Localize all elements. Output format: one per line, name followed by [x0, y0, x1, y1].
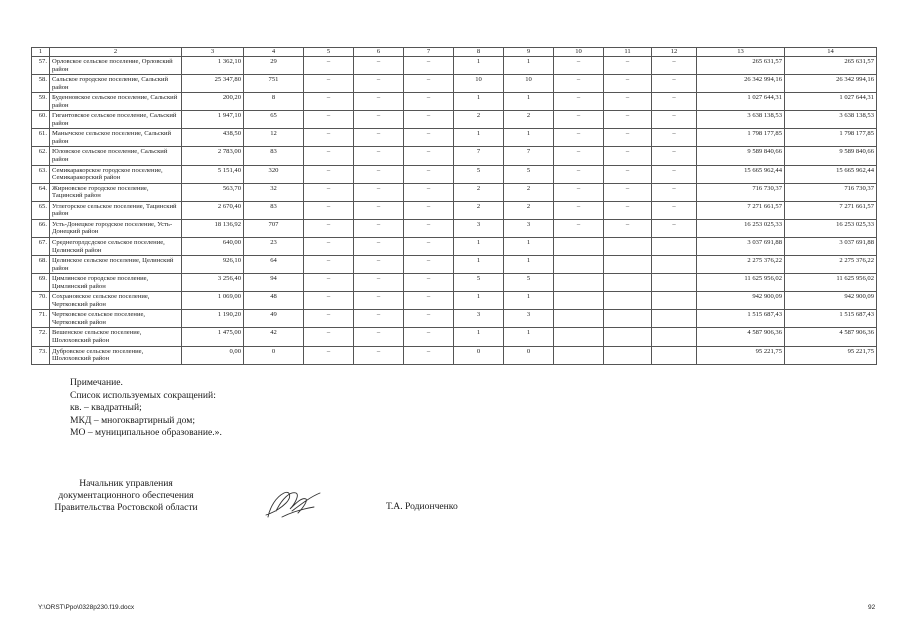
table-cell: 751 [244, 75, 304, 93]
table-cell: – [404, 346, 454, 364]
table-cell: – [404, 93, 454, 111]
table-cell: – [554, 147, 604, 165]
table-cell: – [404, 237, 454, 255]
table-cell: 7 271 661,57 [785, 201, 877, 219]
table-cell: 10 [454, 75, 504, 93]
table-cell [652, 256, 697, 274]
table-cell: 26 342 994,16 [697, 75, 785, 93]
table-cell: – [304, 201, 354, 219]
footer-file-path: Y:\ORST\Ppo\0328p230.f19.docx [38, 604, 135, 611]
table-cell: – [404, 201, 454, 219]
table-cell: – [554, 219, 604, 237]
column-header: 2 [50, 48, 182, 57]
table-cell: – [354, 237, 404, 255]
table-cell: – [554, 57, 604, 75]
table-cell: 3 638 138,53 [785, 111, 877, 129]
table-cell: 2 [454, 201, 504, 219]
table-cell: 12 [244, 129, 304, 147]
table-cell: – [652, 183, 697, 201]
table-cell: 320 [244, 165, 304, 183]
table-cell: – [554, 165, 604, 183]
row-number-cell: 68. [32, 256, 50, 274]
table-cell: 0 [244, 346, 304, 364]
table-cell: 7 [454, 147, 504, 165]
table-cell: 83 [244, 147, 304, 165]
table-row [32, 75, 877, 93]
table-cell: 95 221,75 [785, 346, 877, 364]
note-intro: Список используемых сокращений: [70, 389, 216, 401]
table-cell: 1 [504, 292, 554, 310]
row-number-cell: 65. [32, 201, 50, 219]
table-cell: – [554, 201, 604, 219]
table-cell: – [652, 111, 697, 129]
column-header: 9 [504, 48, 554, 57]
table-row [32, 219, 877, 237]
table-cell: 2 275 376,22 [785, 256, 877, 274]
table-cell: – [554, 75, 604, 93]
table-cell: 942 900,09 [697, 292, 785, 310]
table-cell: 29 [244, 57, 304, 75]
table-row [32, 310, 877, 328]
table-cell: – [304, 165, 354, 183]
table-cell: – [354, 147, 404, 165]
table-cell: – [354, 310, 404, 328]
row-number-cell: 71. [32, 310, 50, 328]
table-cell [604, 346, 652, 364]
table-cell: 2 [454, 111, 504, 129]
table-cell: – [354, 201, 404, 219]
municipality-name-cell: Сохрановское сельское поселение, Чертковский район [50, 292, 182, 310]
column-header: 8 [454, 48, 504, 57]
table-cell: – [304, 57, 354, 75]
table-cell: 1 798 177,85 [697, 129, 785, 147]
table-cell: 3 [454, 219, 504, 237]
table-cell [604, 292, 652, 310]
table-cell: 1 [454, 292, 504, 310]
signatory-title-line: документационного обеспечения [58, 490, 194, 502]
column-header: 11 [604, 48, 652, 57]
table-cell: 15 665 962,44 [785, 165, 877, 183]
table-cell: – [554, 93, 604, 111]
column-header: 13 [697, 48, 785, 57]
table-cell: 26 342 994,16 [785, 75, 877, 93]
table-cell: 1 [504, 237, 554, 255]
table-cell [652, 274, 697, 292]
municipality-name-cell: Вешенское сельское поселение, Шолоховский район [50, 328, 182, 346]
table-cell: 1 [504, 328, 554, 346]
table-cell [652, 310, 697, 328]
table-cell: – [404, 310, 454, 328]
table-cell: 4 587 906,36 [785, 328, 877, 346]
table-cell: 23 [244, 237, 304, 255]
table-cell: – [304, 237, 354, 255]
table-cell: – [404, 129, 454, 147]
table-cell: – [304, 147, 354, 165]
table-cell: – [604, 75, 652, 93]
table-cell: – [304, 346, 354, 364]
municipality-name-cell: Цимлянское городское поселение, Цимлянский район [50, 274, 182, 292]
table-cell: 83 [244, 201, 304, 219]
table-cell [554, 237, 604, 255]
table-cell: – [354, 165, 404, 183]
table-cell: – [354, 256, 404, 274]
table-cell: 438,50 [182, 129, 244, 147]
table-cell: – [604, 147, 652, 165]
table-cell: – [604, 183, 652, 201]
municipality-name-cell: Семикаракорское городское поселение, Семикаракорский район [50, 165, 182, 183]
table-cell: – [354, 75, 404, 93]
table-cell [652, 328, 697, 346]
table-cell: 49 [244, 310, 304, 328]
table-body [32, 57, 877, 365]
table-cell: 716 730,37 [785, 183, 877, 201]
page-number: 92 [868, 604, 876, 611]
table-cell [604, 328, 652, 346]
row-number-cell: 64. [32, 183, 50, 201]
table-cell: 1 947,10 [182, 111, 244, 129]
table-cell: – [604, 165, 652, 183]
table-cell: – [604, 93, 652, 111]
table-cell: – [652, 75, 697, 93]
note-item-mo: МО – муниципальное образование.». [70, 427, 222, 439]
table-cell: – [354, 111, 404, 129]
row-number-cell: 66. [32, 219, 50, 237]
table-cell: 5 [454, 274, 504, 292]
signatory-title-line: Начальник управления [79, 478, 173, 489]
municipality-name-cell: Среднегорлдсдское сельское поселение, Целинский район [50, 237, 182, 255]
table-cell: 1 798 177,85 [785, 129, 877, 147]
table-cell: 5 151,40 [182, 165, 244, 183]
table-cell: – [354, 219, 404, 237]
table-cell: – [404, 75, 454, 93]
table-row [32, 183, 877, 201]
table-cell: 64 [244, 256, 304, 274]
table-cell: – [354, 57, 404, 75]
table-cell: – [652, 201, 697, 219]
municipality-name-cell: Гигантовское сельское поселение, Сальский район [50, 111, 182, 129]
table-cell: – [404, 57, 454, 75]
table-cell: – [652, 129, 697, 147]
table-cell: – [304, 93, 354, 111]
table-cell: – [604, 129, 652, 147]
column-header: 6 [354, 48, 404, 57]
table-cell: – [354, 183, 404, 201]
municipality-name-cell: Углегорское сельское поселение, Тацинский район [50, 201, 182, 219]
column-header: 12 [652, 48, 697, 57]
table-cell: – [404, 219, 454, 237]
table-row [32, 292, 877, 310]
municipality-name-cell: Дубровское сельское поселение, Шолоховский район [50, 346, 182, 364]
table-cell: – [404, 328, 454, 346]
municipality-name-cell: Юловское сельское поселение, Сальский район [50, 147, 182, 165]
table-cell: – [652, 147, 697, 165]
table-cell [652, 237, 697, 255]
note-item-sq: кв. – квадратный; [70, 402, 142, 414]
table-cell: – [304, 111, 354, 129]
table-cell: 5 [504, 165, 554, 183]
municipality-name-cell: Сальское городское поселение, Сальский район [50, 75, 182, 93]
table-cell: 2 [504, 111, 554, 129]
table-cell [604, 256, 652, 274]
table-cell: – [404, 183, 454, 201]
table-cell: 1 362,10 [182, 57, 244, 75]
column-header: 4 [244, 48, 304, 57]
row-number-cell: 67. [32, 237, 50, 255]
table-cell: – [554, 183, 604, 201]
table-cell: – [554, 111, 604, 129]
table-cell: 2 [504, 201, 554, 219]
table-cell: – [354, 328, 404, 346]
table-cell: – [354, 93, 404, 111]
table-row [32, 237, 877, 255]
table-cell: 3 638 138,53 [697, 111, 785, 129]
table-cell: – [354, 292, 404, 310]
signatory-title [38, 478, 214, 515]
table-cell: 1 515 687,43 [697, 310, 785, 328]
table-cell: 65 [244, 111, 304, 129]
table-cell: – [304, 328, 354, 346]
table-cell [554, 328, 604, 346]
row-number-cell: 60. [32, 111, 50, 129]
row-number-cell: 62. [32, 147, 50, 165]
table-cell: – [304, 129, 354, 147]
table-cell: 200,20 [182, 93, 244, 111]
row-number-cell: 72. [32, 328, 50, 346]
table-cell: 2 275 376,22 [697, 256, 785, 274]
table-cell: 640,00 [182, 237, 244, 255]
table-cell: 5 [504, 274, 554, 292]
table-cell: – [604, 57, 652, 75]
table-cell: – [304, 183, 354, 201]
table-row [32, 165, 877, 183]
table-cell: 8 [244, 93, 304, 111]
row-number-cell: 57. [32, 57, 50, 75]
table-cell: – [604, 201, 652, 219]
table-cell: 7 [504, 147, 554, 165]
table-cell: – [554, 129, 604, 147]
table-cell: 11 625 956,02 [697, 274, 785, 292]
table-cell: 1 [504, 256, 554, 274]
table-cell: 9 589 840,66 [697, 147, 785, 165]
table-row [32, 111, 877, 129]
column-header: 7 [404, 48, 454, 57]
table-cell: 2 670,40 [182, 201, 244, 219]
municipality-name-cell: Чертковское сельское поселение, Чертковский район [50, 310, 182, 328]
signatory-title-line: Правительства Ростовской области [54, 502, 198, 514]
table-cell: – [404, 111, 454, 129]
table-cell: 3 [504, 219, 554, 237]
table-cell: 0 [504, 346, 554, 364]
table-row [32, 201, 877, 219]
table-cell: 265 631,57 [785, 57, 877, 75]
row-number-cell: 70. [32, 292, 50, 310]
table-cell [604, 237, 652, 255]
table-cell: 2 [454, 183, 504, 201]
table-cell: 16 253 025,33 [697, 219, 785, 237]
table-cell: – [304, 219, 354, 237]
table-cell [554, 346, 604, 364]
table-cell: 18 136,92 [182, 219, 244, 237]
table-cell: 2 [504, 183, 554, 201]
table-cell: 0,00 [182, 346, 244, 364]
table-cell: 3 037 691,88 [785, 237, 877, 255]
table-cell: 10 [504, 75, 554, 93]
row-number-cell: 63. [32, 165, 50, 183]
table-cell: – [304, 256, 354, 274]
table-cell: – [604, 219, 652, 237]
table-row [32, 129, 877, 147]
municipality-name-cell: Манычское сельское поселение, Сальский район [50, 129, 182, 147]
table-row [32, 256, 877, 274]
table-cell: – [652, 165, 697, 183]
table-cell: 0 [454, 346, 504, 364]
table-cell: – [304, 274, 354, 292]
table-cell: – [604, 111, 652, 129]
table-cell: 3 [454, 310, 504, 328]
table-cell: 1 [504, 57, 554, 75]
table-cell [554, 256, 604, 274]
table-cell: 48 [244, 292, 304, 310]
table-cell: 1 [454, 57, 504, 75]
municipality-name-cell: Буденновское сельское поселение, Сальский район [50, 93, 182, 111]
table-cell: 1 515 687,43 [785, 310, 877, 328]
table-cell: 1 [454, 93, 504, 111]
table-cell: 3 [504, 310, 554, 328]
table-cell: – [404, 256, 454, 274]
table-cell: 707 [244, 219, 304, 237]
table-cell [554, 274, 604, 292]
table-cell: – [404, 147, 454, 165]
table-header-row [32, 48, 877, 57]
table-cell: – [354, 274, 404, 292]
table-cell: 1 069,00 [182, 292, 244, 310]
table-cell: – [404, 165, 454, 183]
signatory-name: Т.А. Родионченко [386, 501, 458, 512]
note-title: Примечание. [70, 377, 123, 388]
table-cell: 95 221,75 [697, 346, 785, 364]
row-number-cell: 58. [32, 75, 50, 93]
table-cell: 3 037 691,88 [697, 237, 785, 255]
table-cell [604, 310, 652, 328]
table-cell: 265 631,57 [697, 57, 785, 75]
table-cell: 1 [454, 237, 504, 255]
municipality-name-cell: Целинское сельское поселение, Целинский район [50, 256, 182, 274]
table-cell: – [404, 292, 454, 310]
table-cell: 5 [454, 165, 504, 183]
table-cell: 1 [504, 129, 554, 147]
table-cell: – [652, 219, 697, 237]
table-cell: 94 [244, 274, 304, 292]
column-header: 14 [785, 48, 877, 57]
table-cell: 1 027 644,31 [697, 93, 785, 111]
table-cell: 716 730,37 [697, 183, 785, 201]
row-number-cell: 73. [32, 346, 50, 364]
table-cell: – [652, 57, 697, 75]
table-cell: 3 256,40 [182, 274, 244, 292]
table-cell: 42 [244, 328, 304, 346]
table-cell: – [354, 346, 404, 364]
table-cell: 4 587 906,36 [697, 328, 785, 346]
table-cell: 25 347,80 [182, 75, 244, 93]
table-cell [554, 292, 604, 310]
municipality-name-cell: Жирновское городское поселение, Тацинский район [50, 183, 182, 201]
row-number-cell: 69. [32, 274, 50, 292]
table-cell: 1 [454, 129, 504, 147]
table-row [32, 147, 877, 165]
column-header: 10 [554, 48, 604, 57]
table-row [32, 328, 877, 346]
table-cell: 1 190,20 [182, 310, 244, 328]
table-cell: 15 665 962,44 [697, 165, 785, 183]
column-header: 1 [32, 48, 50, 57]
table-cell: 2 783,00 [182, 147, 244, 165]
table-cell [554, 310, 604, 328]
column-header: 3 [182, 48, 244, 57]
column-header: 5 [304, 48, 354, 57]
row-number-cell: 59. [32, 93, 50, 111]
table-cell: – [404, 274, 454, 292]
table-cell: – [304, 75, 354, 93]
table-cell: 942 900,09 [785, 292, 877, 310]
note-block [70, 377, 222, 440]
table-cell: – [652, 93, 697, 111]
table-cell: 1 [504, 93, 554, 111]
table-cell: 32 [244, 183, 304, 201]
table-row [32, 93, 877, 111]
data-table [31, 47, 877, 365]
table-cell: 1 [454, 328, 504, 346]
table-cell [652, 346, 697, 364]
table-cell: – [304, 310, 354, 328]
note-item-mkd: МКД – многоквартирный дом; [70, 414, 196, 426]
table-cell: – [304, 292, 354, 310]
table-cell: 1 475,00 [182, 328, 244, 346]
municipality-name-cell: Усть-Донецкое городское поселение, Усть-Донецкий район [50, 219, 182, 237]
handwritten-signature [262, 487, 324, 523]
table-cell [652, 292, 697, 310]
table-cell: – [354, 129, 404, 147]
table-row [32, 346, 877, 364]
table-cell: 1 027 644,31 [785, 93, 877, 111]
table-cell [604, 274, 652, 292]
table-cell: 926,10 [182, 256, 244, 274]
municipality-name-cell: Орловское сельское поселение, Орловский район [50, 57, 182, 75]
table-row [32, 274, 877, 292]
table-cell: 16 253 025,33 [785, 219, 877, 237]
table-cell: 7 271 661,57 [697, 201, 785, 219]
table-cell: 563,70 [182, 183, 244, 201]
row-number-cell: 61. [32, 129, 50, 147]
table-cell: 11 625 956,02 [785, 274, 877, 292]
table-row [32, 57, 877, 75]
table-cell: 1 [454, 256, 504, 274]
table-cell: 9 589 840,66 [785, 147, 877, 165]
